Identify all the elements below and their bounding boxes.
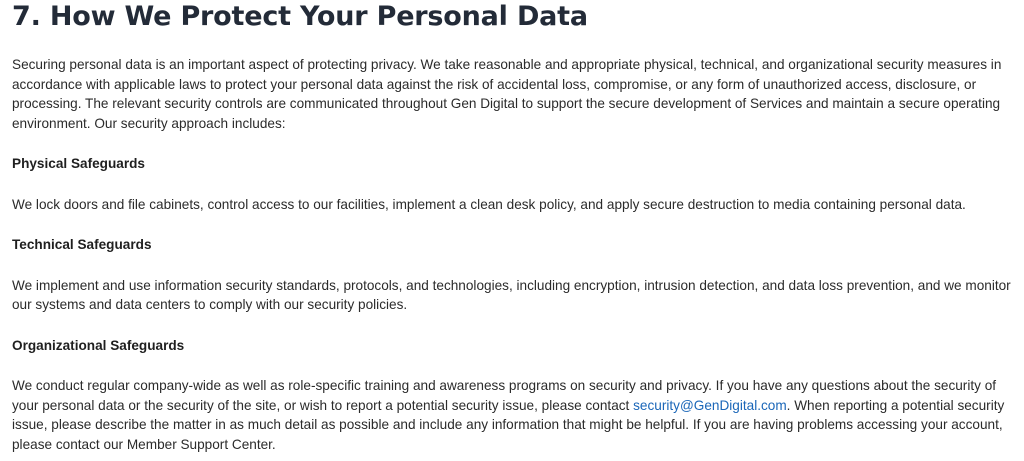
physical-safeguards-heading: Physical Safeguards	[12, 156, 145, 171]
section-title: 7. How We Protect Your Personal Data	[12, 1, 588, 32]
security-email-link[interactable]: security@GenDigital.com	[633, 397, 787, 413]
organizational-safeguards-heading: Organizational Safeguards	[12, 337, 185, 353]
organizational-body-after: . When reporting a potential security issue, please describe the matter in as much detail as possible and include any information that might be helpful. If you are having problems accessing your account, please contact our Member Support Center.	[12, 397, 1005, 452]
technical-safeguards-heading: Technical Safeguards	[12, 237, 152, 252]
technical-safeguards-body: We implement and use information security standards, protocols, and technologies, including encryption, intrusion detection, and data loss prevention, and we monitor our systems and data centers to comply with our security policies.	[12, 277, 1011, 312]
organizational-body-before: We conduct regular company-wide as well as role-specific training and awareness programs on security and privacy. If you have any questions about the security of your personal data or the security of the site, or wish to report a potential security issue, please contact	[12, 378, 997, 413]
physical-safeguards-body: We lock doors and file cabinets, control access to our facilities, implement a clean desk policy, and apply secure destruction to media containing personal data.	[12, 196, 966, 212]
organizational-safeguards-body	[12, 376, 1012, 454]
section-intro: Securing personal data is an important aspect of protecting privacy. We take reasonable and appropriate physical, technical, and organizational security measures in accordance with applicable laws to protect your personal data against the risk of accidental loss, compromise, or any form of unauthorized access, disclosure, or processing. The relevant security controls are communicated throughout Gen Digital to support the secure development of Services and maintain a secure operating environment. Our security approach includes:	[12, 57, 1002, 131]
